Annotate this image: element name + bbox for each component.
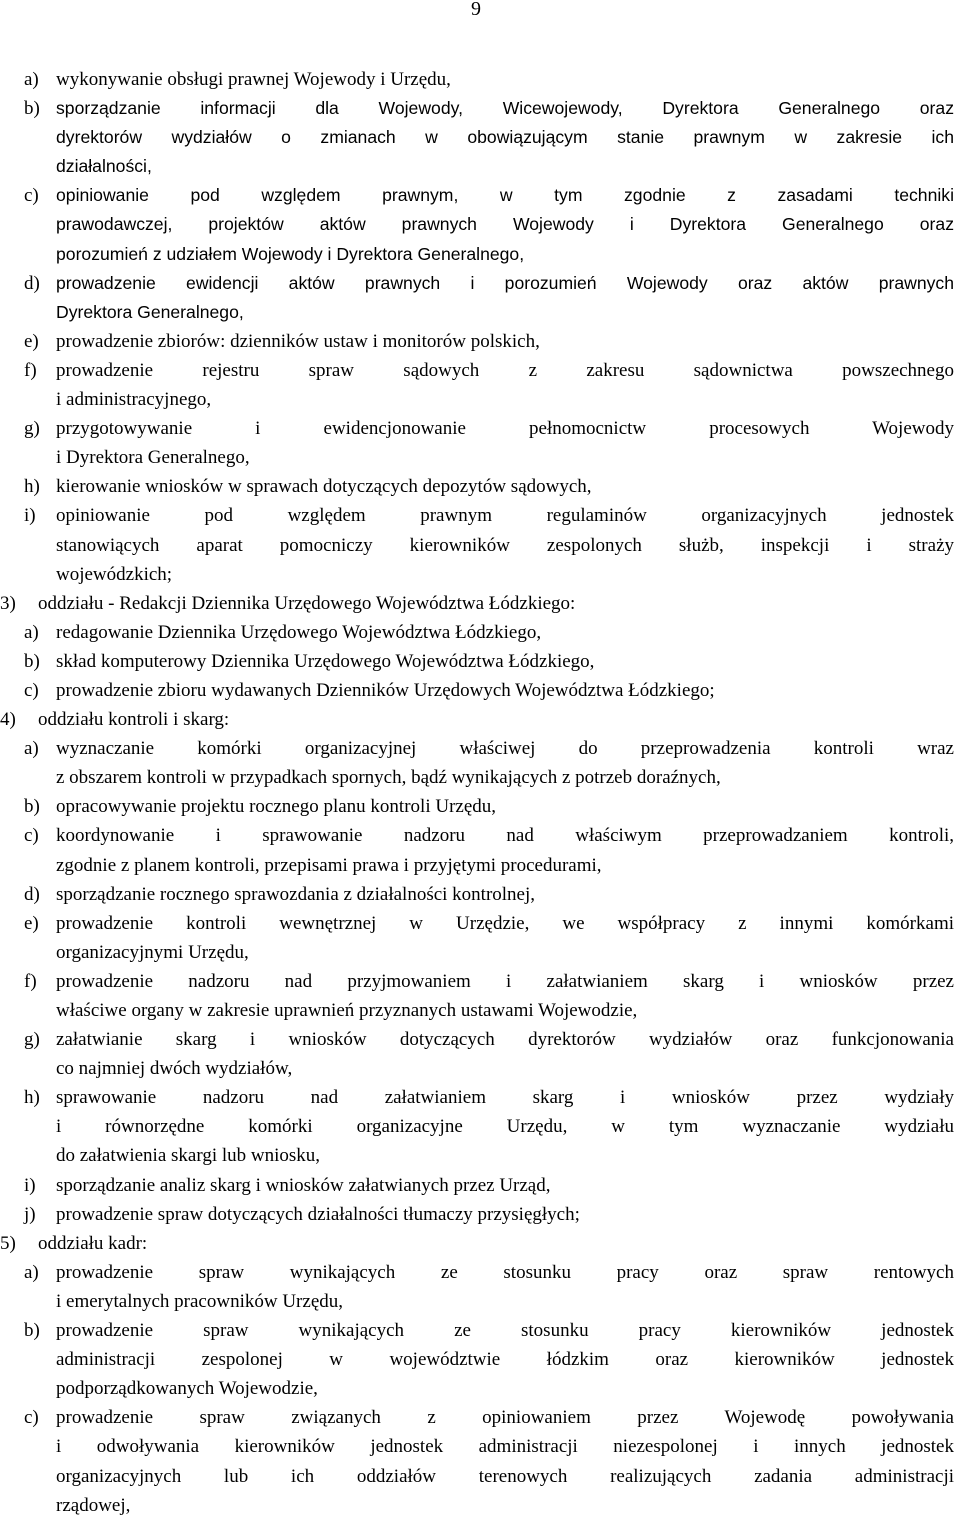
list-item-text: organizacyjnych lub ich oddziałów terenowych realizujących zadania administracji [56, 1465, 954, 1487]
text-line [0, 327, 960, 356]
text-line [0, 531, 960, 560]
list-item-label: 5) [0, 1232, 16, 1254]
text-line [0, 1316, 960, 1345]
text-line [0, 909, 960, 938]
list-item-text: przygotowywanie i ewidencjonowanie pełnomocnictw procesowych Wojewody [56, 418, 954, 440]
list-item-text: prowadzenie spraw dotyczących działalności tłumaczy przysięgłych; [56, 1203, 580, 1225]
list-item-label: g) [24, 418, 40, 440]
list-item-text: skład komputerowy Dziennika Urzędowego Województwa Łódzkiego, [56, 650, 595, 672]
list-item-text: prowadzenie kontroli wewnętrznej w Urzędzie, we współpracy z innymi komórkami [56, 912, 954, 934]
list-item-label: a) [24, 738, 39, 760]
list-item-label: f) [24, 359, 37, 381]
text-line [0, 181, 960, 210]
text-line [0, 1287, 960, 1316]
text-line [0, 356, 960, 385]
list-item-text: prowadzenie zbioru wydawanych Dzienników Urzędowych Województwa Łódzkiego; [56, 679, 715, 701]
text-line [0, 996, 960, 1025]
list-item-text: prowadzenie rejestru spraw sądowych z zakresu sądownictwa powszechnego [56, 359, 954, 381]
list-item-text: opiniowanie pod względem prawnym, w tym zgodnie z zasadami techniki [56, 185, 954, 206]
text-line [0, 443, 960, 472]
text-line [0, 1229, 960, 1258]
text-line [0, 1491, 960, 1520]
text-line [0, 210, 960, 239]
list-item-label: g) [24, 1029, 40, 1051]
text-line [0, 1171, 960, 1200]
list-item-label: d) [24, 272, 40, 294]
list-item-label: a) [24, 69, 39, 90]
text-line [0, 501, 960, 530]
list-item-text: redagowanie Dziennika Urzędowego Województwa Łódzkiego, [56, 621, 542, 643]
text-line [0, 152, 960, 181]
text-line [0, 734, 960, 763]
text-line [0, 1258, 960, 1287]
list-item-label: e) [24, 330, 39, 352]
text-line [0, 589, 960, 618]
list-item-label: c) [24, 679, 39, 701]
list-item-text: i odwoływania kierowników jednostek administracji niezespolonej i innych jednostek [56, 1436, 954, 1458]
list-item-label: a) [24, 621, 39, 643]
text-line [0, 705, 960, 734]
text-line [0, 792, 960, 821]
list-item-label: j) [24, 1203, 36, 1225]
page-number: 9 [471, 0, 481, 20]
text-line [0, 1432, 960, 1461]
list-item-label: b) [24, 98, 40, 120]
list-item-label: e) [24, 912, 39, 934]
text-line [0, 472, 960, 501]
text-line [0, 938, 960, 967]
list-item-label: i) [24, 1174, 36, 1196]
text-line [0, 298, 960, 327]
list-item-label: c) [24, 185, 39, 207]
text-line [0, 676, 960, 705]
list-item-label: h) [24, 1087, 40, 1109]
text-line [0, 385, 960, 414]
text-line [0, 1462, 960, 1491]
list-item-text: z obszarem kontroli w przypadkach spornych, bądź wynikających z potrzeb doraźnych, [56, 767, 721, 789]
list-item-text: organizacyjnymi Urzędu, [56, 941, 249, 963]
list-item-text: właściwe organy w zakresie uprawnień przyznanych ustawami Wojewodzie, [56, 1000, 638, 1021]
list-item-text: do załatwienia skargi lub wniosku, [56, 1145, 321, 1167]
list-item-text: zgodnie z planem kontroli, przepisami prawa i przyjętymi procedurami, [56, 854, 602, 876]
list-item-text: i Dyrektora Generalnego, [56, 447, 250, 469]
text-line [0, 1083, 960, 1112]
text-line [0, 1112, 960, 1141]
list-item-label: c) [24, 825, 39, 847]
list-item-label: a) [24, 1261, 39, 1283]
list-item-text: prawodawczej, projektów aktów prawnych Wojewody i Dyrektora Generalnego oraz [56, 214, 954, 235]
list-item-text: oddziału - Redakcji Dziennika Urzędowego Województwa Łódzkiego: [38, 592, 576, 614]
list-item-label: 4) [0, 709, 16, 731]
text-line [0, 65, 960, 94]
list-item-text: podporządkowanych Wojewodzie, [56, 1378, 318, 1400]
list-item-text: prowadzenie nadzoru nad przyjmowaniem i załatwianiem skarg i wniosków przez [56, 970, 954, 992]
text-line [0, 269, 960, 298]
list-item-text: prowadzenie spraw wynikających ze stosunku pracy oraz spraw rentowych [56, 1261, 954, 1283]
list-item-text: wojewódzkich; [56, 563, 173, 585]
text-line [0, 414, 960, 443]
list-item-text: prowadzenie spraw związanych z opiniowaniem przez Wojewodę powoływania [56, 1407, 954, 1429]
list-item-text: rządowej, [56, 1494, 131, 1516]
text-line [0, 1025, 960, 1054]
list-item-text: i równorzędne komórki organizacyjne Urzędu, w tym wyznaczanie wydziału [56, 1116, 954, 1138]
text-line [0, 1054, 960, 1083]
list-item-text: wykonywanie obsługi prawnej Wojewody i Urzędu, [56, 69, 451, 90]
list-item-text: i emerytalnych pracowników Urzędu, [56, 1290, 344, 1312]
text-line [0, 851, 960, 880]
document-body [0, 65, 960, 1520]
text-line [0, 618, 960, 647]
list-item-text: prowadzenie spraw wynikających ze stosunku pracy kierowników jednostek [56, 1320, 954, 1342]
list-item-text: porozumień z udziałem Wojewody i Dyrektora Generalnego, [56, 243, 525, 264]
text-line [0, 1200, 960, 1229]
text-line [0, 880, 960, 909]
list-item-label: h) [24, 476, 40, 498]
text-line [0, 967, 960, 996]
list-item-text: oddziału kontroli i skarg: [38, 709, 230, 731]
list-item-text: oddziału kadr: [38, 1232, 148, 1254]
text-line [0, 763, 960, 792]
text-line [0, 821, 960, 850]
list-item-label: b) [24, 1320, 40, 1342]
list-item-label: b) [24, 796, 40, 818]
list-item-text: Dyrektora Generalnego, [56, 301, 244, 322]
list-item-text: sporządzanie analiz skarg i wniosków załatwianych przez Urząd, [56, 1174, 551, 1196]
list-item-text: stanowiących aparat pomocniczy kierowników zespolonych służb, inspekcji i straży [56, 534, 954, 556]
list-item-text: sprawowanie nadzoru nad załatwianiem skarg i wniosków przez wydziały [56, 1087, 954, 1109]
list-item-text: sporządzanie rocznego sprawozdania z działalności kontrolnej, [56, 883, 536, 905]
list-item-text: opracowywanie projektu rocznego planu kontroli Urzędu, [56, 796, 497, 818]
list-item-label: 3) [0, 592, 16, 614]
text-line [0, 94, 960, 123]
list-item-label: c) [24, 1407, 39, 1429]
list-item-label: i) [24, 505, 36, 527]
text-line [0, 1141, 960, 1170]
list-item-text: prowadzenie ewidencji aktów prawnych i porozumień Wojewody oraz aktów prawnych [56, 272, 954, 293]
list-item-text: sporządzanie informacji dla Wojewody, Wicewojewody, Dyrektora Generalnego oraz [56, 98, 954, 119]
text-line [0, 123, 960, 152]
list-item-text: działalności, [56, 156, 152, 177]
list-item-label: b) [24, 650, 40, 672]
list-item-text: administracji zespolonej w województwie łódzkim oraz kierowników jednostek [56, 1349, 954, 1371]
list-item-label: d) [24, 883, 40, 905]
list-item-text: załatwianie skarg i wniosków dotyczących dyrektorów wydziałów oraz funkcjonowania [56, 1029, 954, 1051]
list-item-text: koordynowanie i sprawowanie nadzoru nad właściwym przeprowadzaniem kontroli, [56, 825, 954, 847]
list-item-label: f) [24, 970, 37, 992]
text-line [0, 647, 960, 676]
list-item-text: wyznaczanie komórki organizacyjnej właściwej do przeprowadzenia kontroli wraz [56, 738, 954, 760]
list-item-text: i administracyjnego, [56, 389, 212, 411]
text-line [0, 1345, 960, 1374]
list-item-text: dyrektorów wydziałów o zmianach w obowiązującym stanie prawnym w zakresie ich [56, 127, 954, 148]
text-line [0, 1403, 960, 1432]
text-line [0, 240, 960, 269]
text-line [0, 1374, 960, 1403]
list-item-text: kierowanie wniosków w sprawach dotyczących depozytów sądowych, [56, 476, 592, 498]
list-item-text: opiniowanie pod względem prawnym regulaminów organizacyjnych jednostek [56, 505, 954, 527]
list-item-text: prowadzenie zbiorów: dzienników ustaw i monitorów polskich, [56, 330, 540, 352]
text-line [0, 560, 960, 589]
list-item-text: co najmniej dwóch wydziałów, [56, 1058, 293, 1080]
